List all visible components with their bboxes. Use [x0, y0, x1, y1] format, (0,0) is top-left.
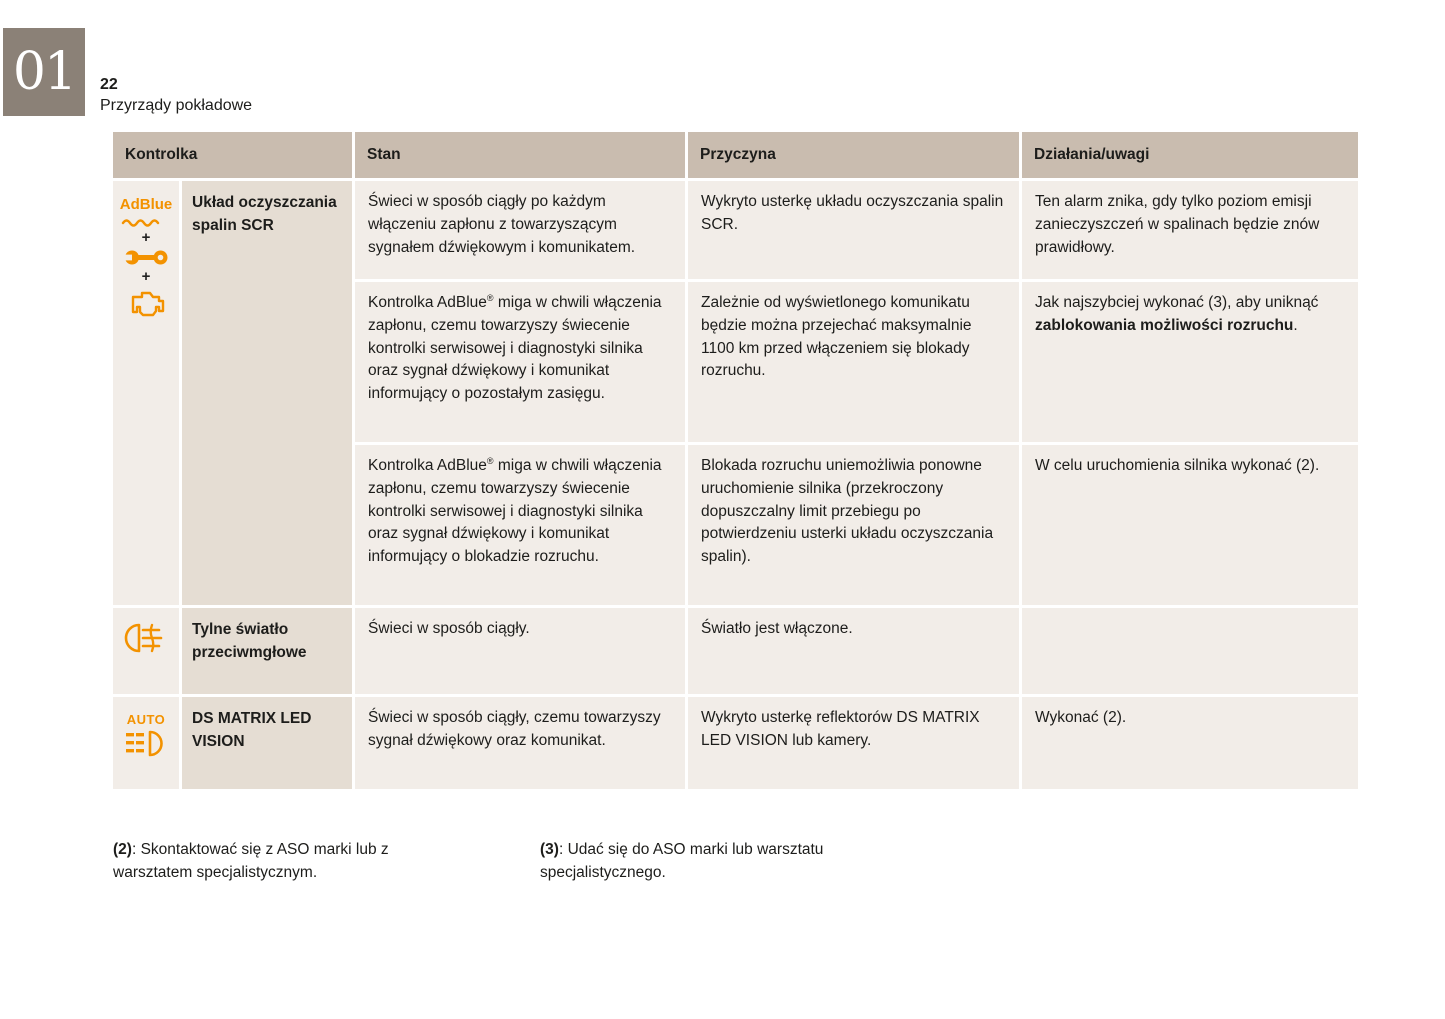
footnote-marker: (2): [113, 841, 132, 858]
col-header-kontrolka: Kontrolka: [113, 132, 352, 178]
cell-stan: Świeci w sposób ciągły, czemu towarzyszy sygnał dźwiękowy oraz komunikat.: [355, 697, 685, 789]
cell-stan: Kontrolka AdBlue® miga w chwili włączenia zapłonu, czemu towarzyszy świecenie kontrolki serwisowej i diagnostyki silnika oraz sygnał dźwiękowy i komunikat informujący o pozostałym zasięgu.: [355, 282, 685, 442]
chapter-number: 01: [12, 42, 76, 102]
cell-dzialania: Ten alarm znika, gdy tylko poziom emisji zanieczyszczeń w spalinach będzie znów prawidłowy.: [1022, 181, 1358, 279]
cell-przyczyna: Światło jest włączone.: [688, 608, 1019, 694]
page-number: 22: [100, 76, 118, 93]
col-header-stan: Stan: [355, 132, 685, 178]
plus-sign: +: [141, 267, 151, 285]
matrix-indicator-icon: [113, 697, 179, 789]
cell-stan: Świeci w sposób ciągły po każdym włączeniu zapłonu z towarzyszącym sygnałem dźwiękowym i komunikatem.: [355, 181, 685, 279]
indicator-label-fog: Tylne światło przeciwmgłowe: [182, 608, 352, 694]
cell-przyczyna: Wykryto usterkę układu oczyszczania spalin SCR.: [688, 181, 1019, 279]
footnote-3: (3): Udać się do ASO marki lub warsztatu specjalistycznego.: [540, 841, 824, 882]
plus-sign: +: [141, 228, 151, 246]
engine-icon: [125, 288, 167, 318]
adblue-wave-icon: [120, 217, 166, 227]
cell-przyczyna: Wykryto usterkę reflektorów DS MATRIX LED VISION lub kamery.: [688, 697, 1019, 789]
section-title: Przyrządy pokładowe: [100, 97, 253, 114]
fog-indicator-icon: [113, 608, 179, 694]
footnote-marker: (3): [540, 841, 559, 858]
cell-dzialania: [1022, 608, 1358, 694]
footnote-2: (2): Skontaktować się z ASO marki lub z warsztatem specjalistycznym.: [113, 841, 389, 882]
cell-dzialania: Jak najszybciej wykonać (3), aby uniknąć zablokowania możliwości rozruchu.: [1022, 282, 1358, 442]
registered-mark: ®: [486, 455, 494, 466]
cell-dzialania: Wykonać (2).: [1022, 697, 1358, 789]
adblue-icon: AdBlue: [120, 194, 173, 227]
wrench-icon: [124, 249, 168, 266]
chapter-tab: [3, 28, 85, 116]
rear-fog-light-icon: [123, 621, 169, 655]
cell-stan: Kontrolka AdBlue® miga w chwili włączenia zapłonu, czemu towarzyszy świecenie kontrolki serwisowej i diagnostyki silnika oraz sygnał dźwiękowy i komunikat informujący o blokadzie rozruchu.: [355, 445, 685, 605]
scr-indicator-icons: [113, 181, 179, 605]
cell-dzialania: W celu uruchomienia silnika wykonać (2).: [1022, 445, 1358, 605]
page-header: [100, 76, 252, 115]
indicator-table: [113, 132, 1358, 789]
indicator-label-scr: Układ oczyszczania spalin SCR: [182, 181, 352, 605]
auto-label: AUTO: [126, 712, 166, 727]
col-header-dzialania: Działania/uwagi: [1022, 132, 1358, 178]
col-header-przyczyna: Przyczyna: [688, 132, 1019, 178]
cell-przyczyna: Zależnie od wyświetlonego komunikatu będzie można przejechać maksymalnie 1100 km przed włączeniem się blokady rozruchu.: [688, 282, 1019, 442]
cell-przyczyna: Blokada rozruchu uniemożliwia ponowne uruchomienie silnika (przekroczony dopuszczalny limit przebiegu po potwierdzeniu usterki układu oczyszczania spalin).: [688, 445, 1019, 605]
cell-stan: Świeci w sposób ciągły.: [355, 608, 685, 694]
registered-mark: ®: [486, 292, 494, 303]
indicator-label-matrix: DS MATRIX LED VISION: [182, 697, 352, 789]
auto-matrix-headlight-icon: [124, 730, 168, 757]
